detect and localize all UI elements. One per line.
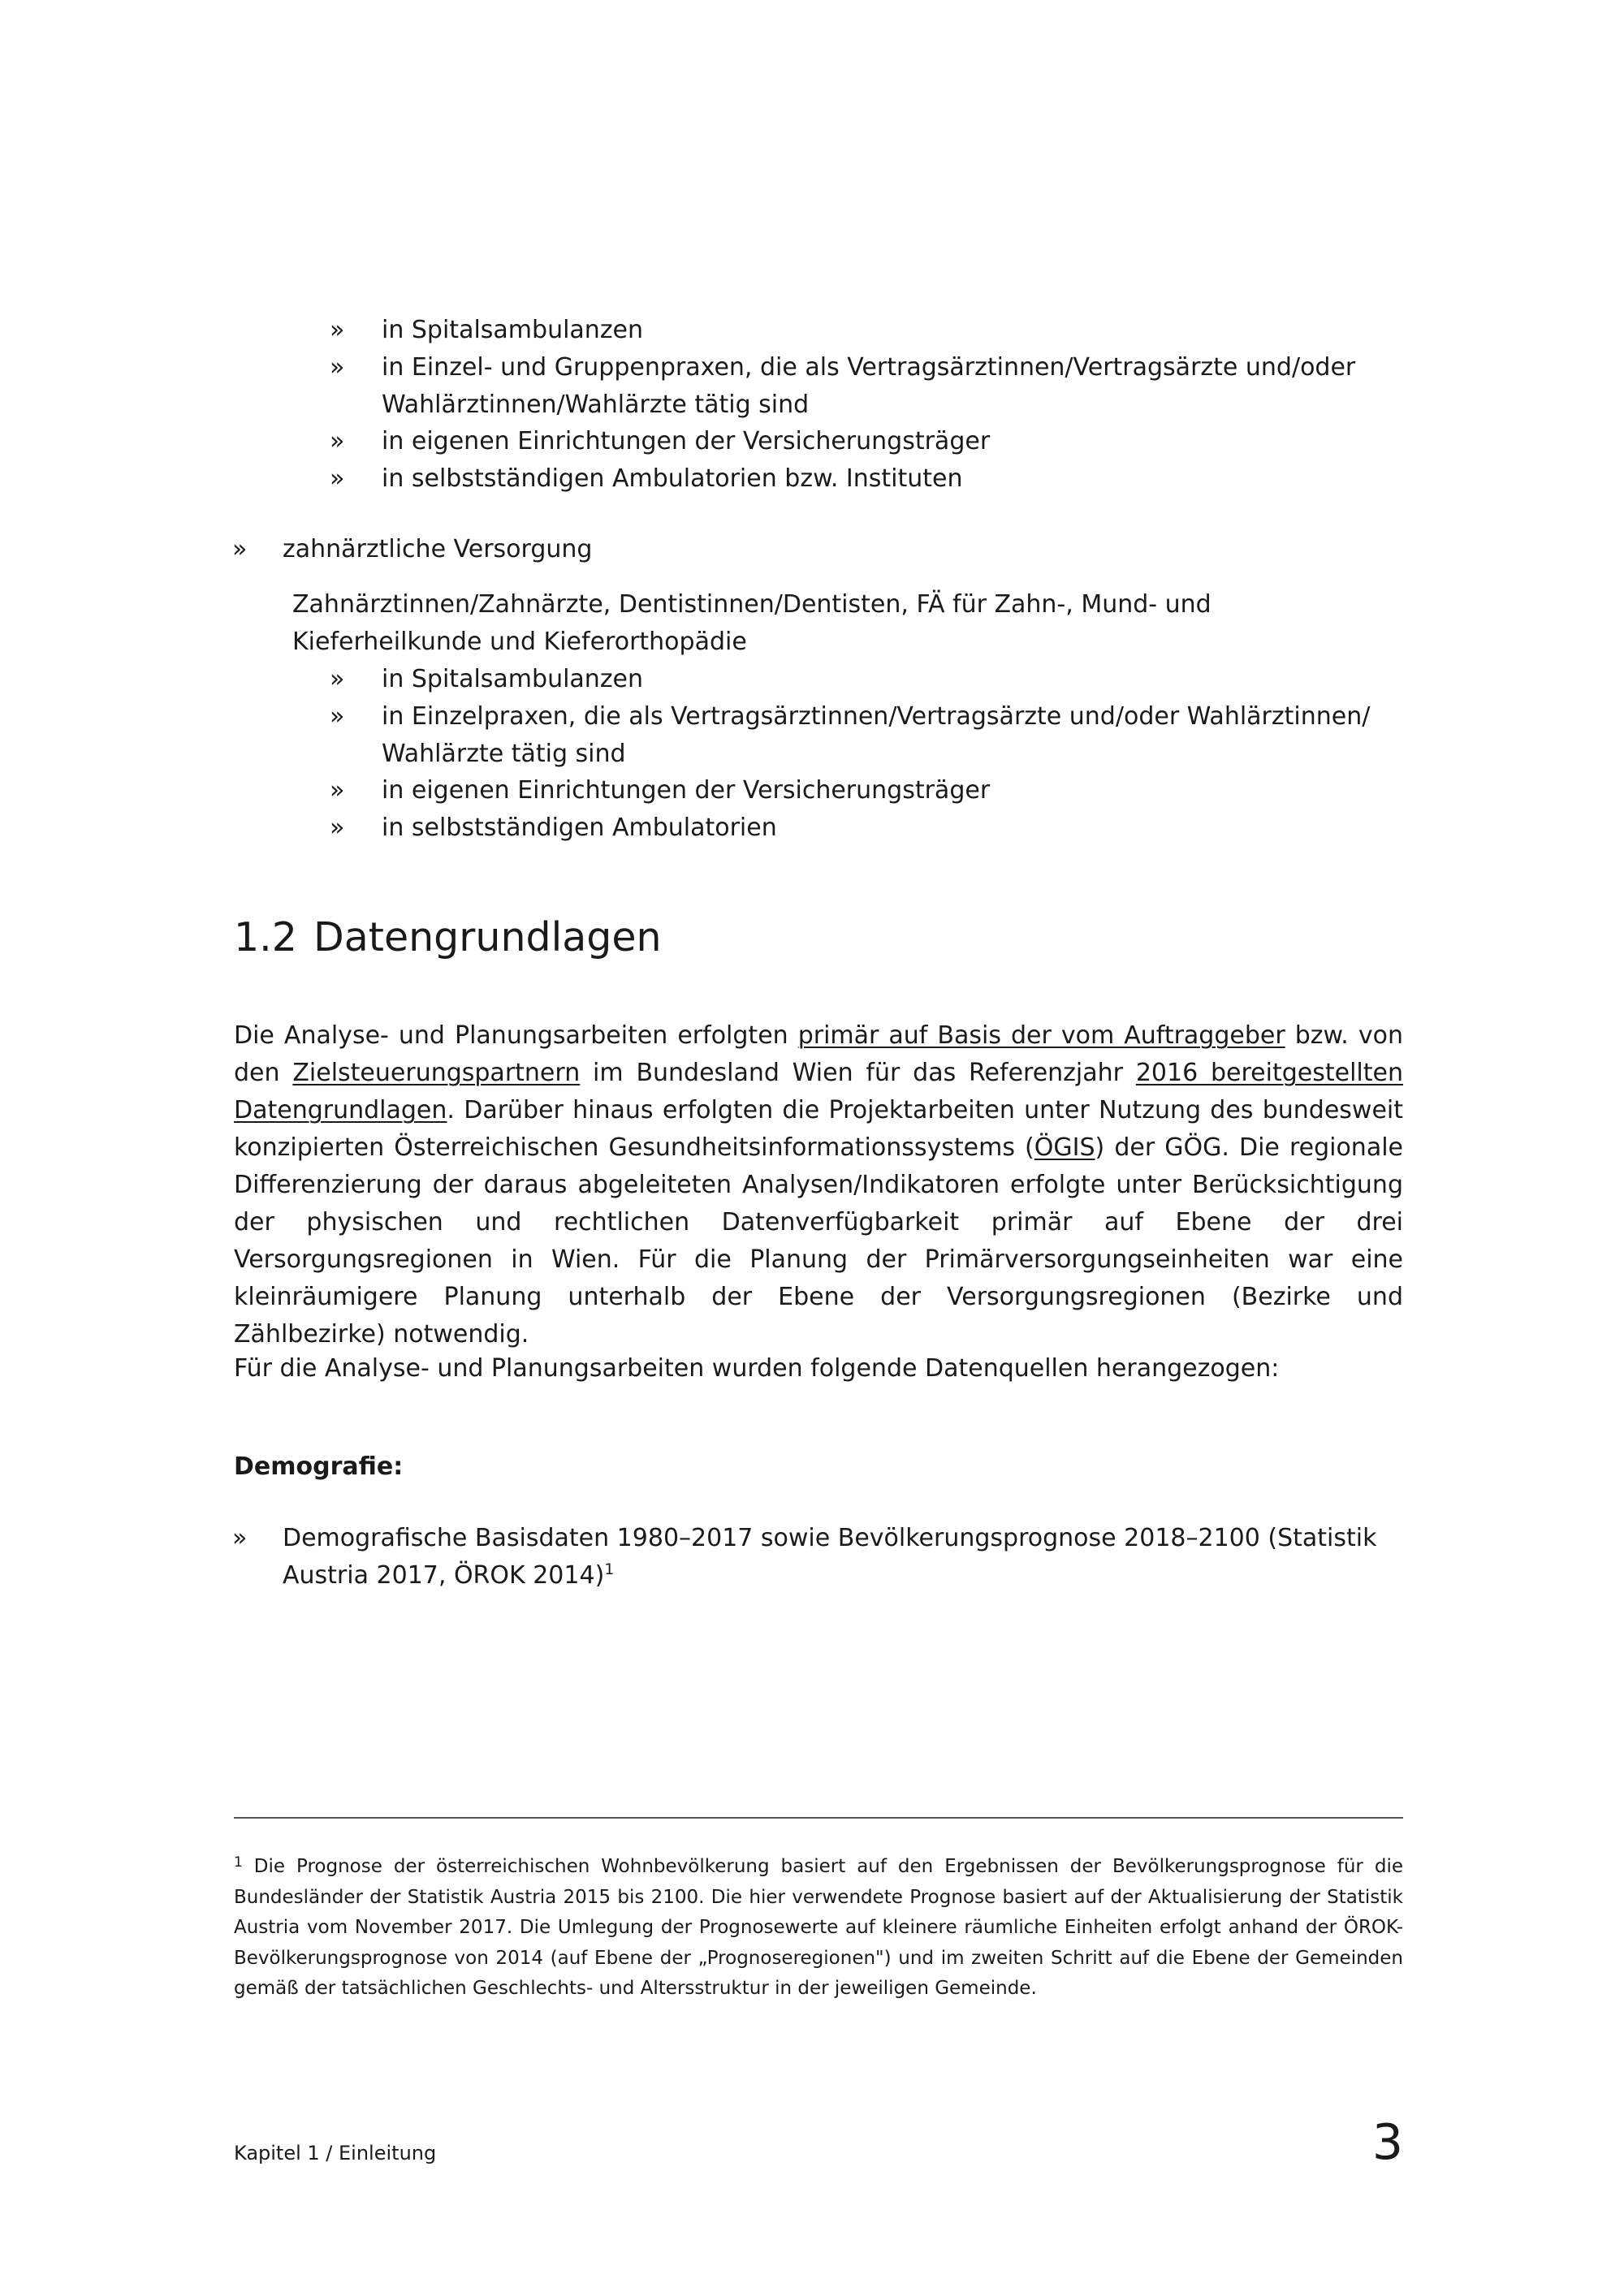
page-number: 3 bbox=[1371, 2114, 1403, 2171]
list-item bbox=[330, 661, 1402, 698]
list-item-text bbox=[283, 1520, 1402, 1594]
list-item-text: in Einzelpraxen, die als Vertragsärztinnen/Vertragsärzte und/oder Wahlärztinnen/ Wahlärzte tätig sind bbox=[382, 702, 1371, 768]
underlined-phrase: 2016 bereitgestellten Datengrundlagen bbox=[234, 1059, 1403, 1124]
section-number: 1.2 bbox=[234, 914, 297, 960]
list-marker: » bbox=[330, 702, 345, 731]
paragraph-text: Die Analyse- und Planungsarbeiten erfolgten bbox=[234, 1021, 798, 1050]
list-item-text-content: Demografische Basisdaten 1980–2017 sowie Bevölkerungsprognose 2018–2100 (Statistik Austria 2017, ÖROK 2014) bbox=[283, 1524, 1377, 1590]
paragraph-text: bzw. von den bbox=[234, 1021, 1403, 1087]
footer-chapter: Kapitel 1 / Einleitung bbox=[234, 2142, 437, 2164]
list-marker: » bbox=[330, 776, 345, 805]
list-item-text: in eigenen Einrichtungen der Versicherungsträger bbox=[382, 427, 991, 455]
list-item-text: in eigenen Einrichtungen der Versicherungsträger bbox=[382, 776, 991, 805]
footnote-reference[interactable]: 1 bbox=[604, 1560, 615, 1578]
list-item bbox=[330, 698, 1402, 772]
list-marker: » bbox=[232, 1524, 248, 1552]
list-item-text: in Einzel- und Gruppenpraxen, die als Vertragsärztinnen/Vertragsärzte und/oder Wahlärztinnen/Wahlärzte tätig sind bbox=[382, 353, 1356, 419]
list-item-text: in Spitalsambulanzen bbox=[382, 665, 644, 693]
list-item-demografie bbox=[232, 1520, 1402, 1594]
list-marker: » bbox=[330, 316, 345, 344]
footnote-number: 1 bbox=[234, 1854, 243, 1871]
list-item bbox=[330, 460, 1402, 498]
underlined-phrase: ÖGIS bbox=[1034, 1133, 1095, 1162]
footnote-text: Die Prognose der österreichischen Wohnbevölkerung basiert auf den Ergebnissen der Bevölkerungsprognose für die Bundesländer der Statistik Austria 2015 bis 2100. Die hier verwendete Prognose basiert auf der Aktualisierung der Statistik Austria vom November 2017. Die Umlegung der Prognosewerte auf kleinere räumliche Einheiten erfolgt anhand der ÖROK-Bevölkerungsprognose von 2014 (auf Ebene der „Prognoseregionen") und im zweiten Schritt auf die Ebene der Gemeinden gemäß der tatsächlichen Geschlechts- und Altersstruktur in der jeweiligen Gemeinde. bbox=[234, 1856, 1403, 1999]
sources-intro: Für die Analyse- und Planungsarbeiten wurden folgende Datenquellen herangezogen: bbox=[234, 1354, 1280, 1383]
paragraph-text: im Bundesland Wien für das Referenzjahr bbox=[580, 1059, 1136, 1087]
list-marker: » bbox=[330, 427, 345, 455]
section-heading bbox=[234, 913, 662, 962]
list-item-text: zahnärztliche Versorgung bbox=[283, 535, 593, 563]
list-marker: » bbox=[232, 535, 248, 563]
subheading-demografie: Demografie: bbox=[234, 1452, 404, 1481]
list-item bbox=[330, 349, 1402, 423]
footnote bbox=[234, 1852, 1403, 2005]
underlined-phrase: primär auf Basis der vom Auftraggeber bbox=[797, 1021, 1285, 1050]
list-marker: » bbox=[330, 464, 345, 493]
list-marker: » bbox=[330, 665, 345, 693]
list-item bbox=[330, 809, 1402, 847]
footnote-divider bbox=[234, 1817, 1403, 1819]
list-item-dental bbox=[232, 531, 1402, 568]
section-title: Datengrundlagen bbox=[313, 914, 662, 960]
list-item-text: in selbstständigen Ambulatorien bbox=[382, 814, 777, 842]
intro-paragraph bbox=[234, 1017, 1403, 1353]
paragraph-text: . Darüber hinaus erfolgten die Projektarbeiten unter Nutzung des bundesweit konzipierten Österreichischen Gesundheitsinformationssystems ( bbox=[234, 1096, 1403, 1162]
paragraph-text: ) der GÖG. Die regionale Differenzierung der daraus abgeleiteten Analysen/Indikatoren erfolgte unter Berücksichtigung der physischen und rechtlichen Datenverfügbarkeit primär auf Ebene der drei Versorgungsregionen in Wien. Für die Planung der Primärversorgungseinheiten war eine kleinräumigere Planung unterhalb der Ebene der Versorgungsregionen (Bezirke und Zählbezirke) notwendig. bbox=[234, 1133, 1403, 1349]
list-marker: » bbox=[330, 814, 345, 842]
list-marker: » bbox=[330, 353, 345, 382]
list-item-text: in selbstständigen Ambulatorien bzw. Instituten bbox=[382, 464, 963, 493]
list-item-text: in Spitalsambulanzen bbox=[382, 316, 644, 344]
list-item bbox=[330, 423, 1402, 460]
list-item bbox=[330, 312, 1402, 349]
underlined-phrase: Zielsteuerungspartnern bbox=[292, 1059, 581, 1087]
dental-description: Zahnärztinnen/Zahnärzte, Dentistinnen/Dentisten, FÄ für Zahn-, Mund- und Kieferheilkunde und Kieferorthopädie bbox=[292, 590, 1212, 656]
list-item bbox=[330, 772, 1402, 809]
